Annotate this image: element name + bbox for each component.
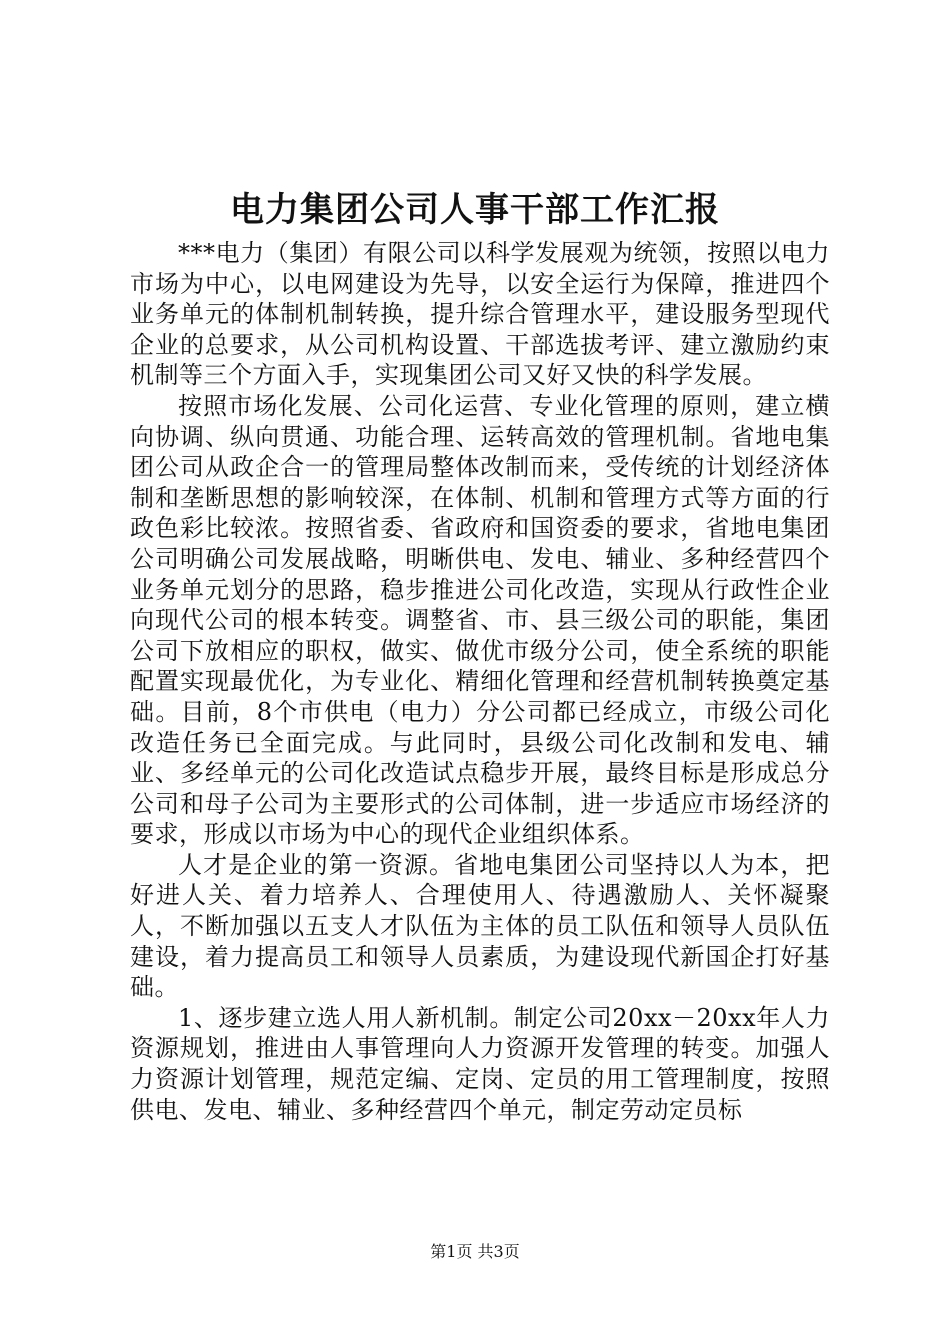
- document-body: [130, 238, 830, 1125]
- paragraph-2: 按照市场化发展、公司化运营、专业化管理的原则，建立横向协调、纵向贯通、功能合理、运转高效的管理机制。省地电集团公司从政企合一的管理局整体改制而来，受传统的计划经济体制和垄断思想的影响较深，在体制、机制和管理方式等方面的行政色彩比较浓。按照省委、省政府和国资委的要求，省地电集团公司明确公司发展战略，明晰供电、发电、辅业、多种经营四个业务单元划分的思路，稳步推进公司化改造，实现从行政性企业向现代公司的根本转变。调整省、市、县三级公司的职能，集团公司下放相应的职权，做实、做优市级分公司，使全系统的职能配置实现最优化，为专业化、精细化管理和经营机制转换奠定基础。目前，8个市供电（电力）分公司都已经成立，市级公司化改造任务已全面完成。与此同时，县级公司化改制和发电、辅业、多经单元的公司化改造试点稳步开展，最终目标是形成总分公司和母子公司为主要形式的公司体制，进一步适应市场经济的要求，形成以市场为中心的现代企业组织体系。: [130, 391, 830, 849]
- paragraph-1: ***电力（集团）有限公司以科学发展观为统领，按照以电力市场为中心，以电网建设为先导，以安全运行为保障，推进四个业务单元的体制机制转换，提升综合管理水平，建设服务型现代企业的总要求，从公司机构设置、干部选拔考评、建立激励约束机制等三个方面入手，实现集团公司又好又快的科学发展。: [130, 239, 830, 390]
- page-footer: 第1页 共3页: [430, 1242, 520, 1261]
- document-title: 电力集团公司人事干部工作汇报: [230, 190, 720, 230]
- paragraph-3: 人才是企业的第一资源。省地电集团公司坚持以人为本，把好进人关、着力培养人、合理使用人、待遇激励人、关怀凝聚人，不断加强以五支人才队伍为主体的员工队伍和领导人员队伍建设，着力提高员工和领导人员素质，为建设现代新国企打好基础。: [130, 850, 830, 1002]
- paragraph-4: 1、逐步建立选人用人新机制。制定公司20xx－20xx年人力资源规划，推进由人事管理向人力资源开发管理的转变。加强人力资源计划管理，规范定编、定岗、定员的用工管理制度，按照供电、发电、辅业、多种经营四个单元，制定劳动定员标: [130, 1003, 830, 1124]
